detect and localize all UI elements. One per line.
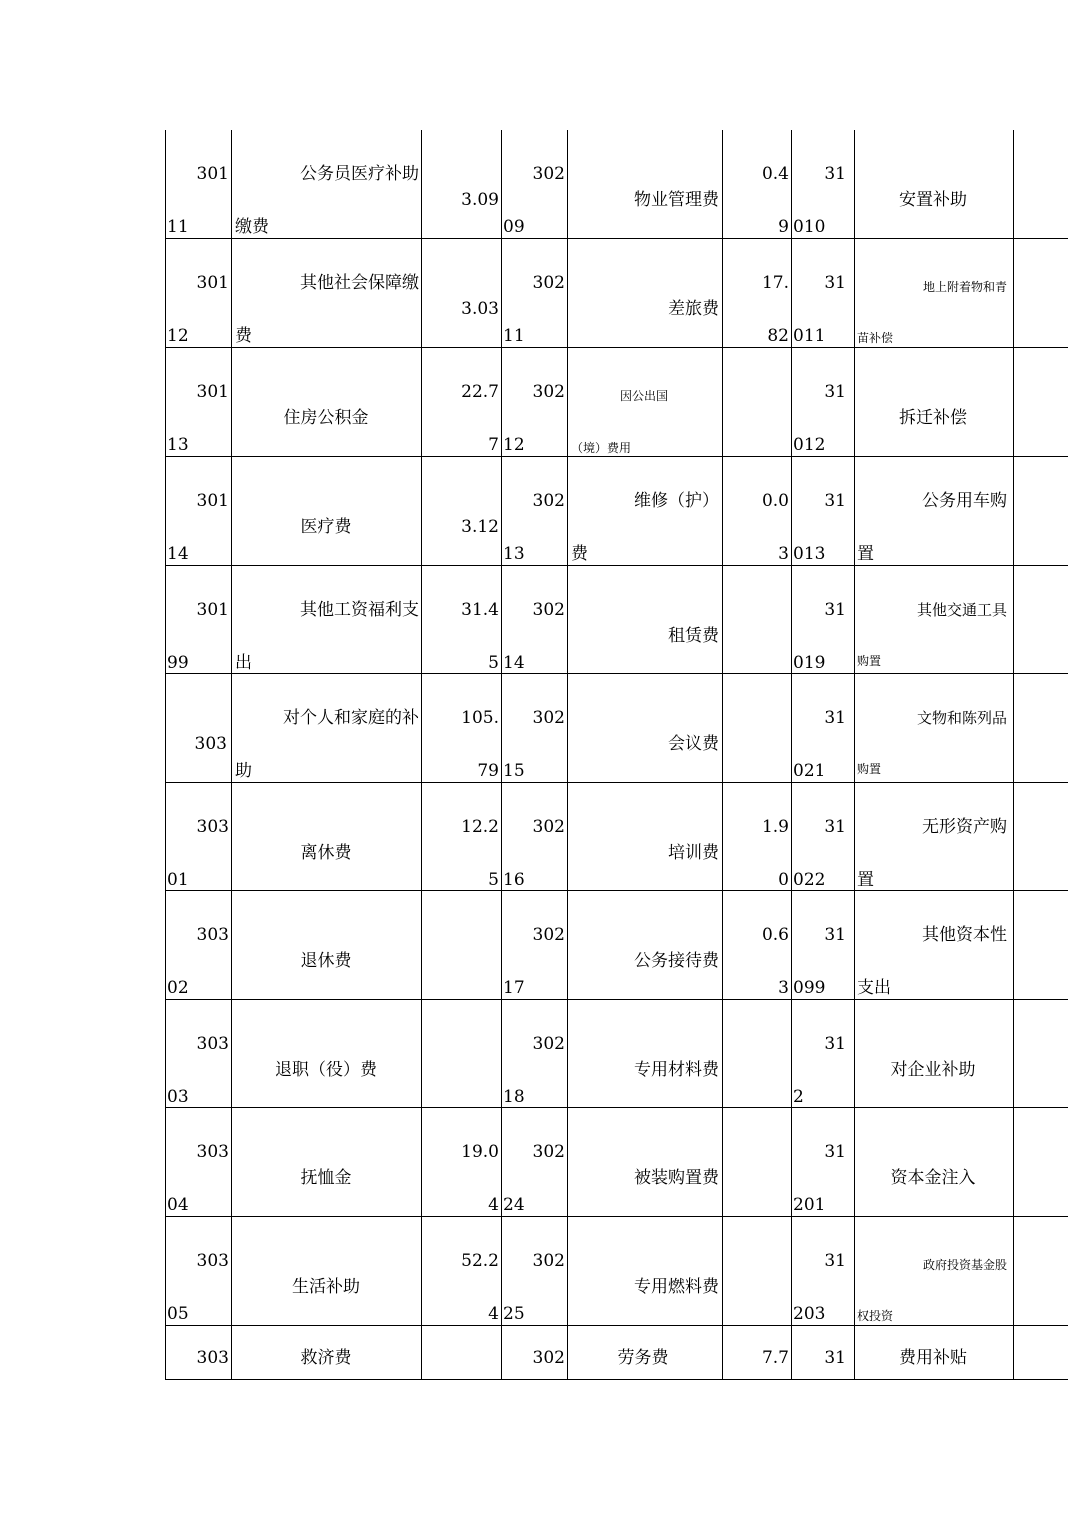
expense-amount: 52.2 <box>461 1251 499 1271</box>
expense-name: 费用补贴 <box>899 1348 967 1368</box>
expense-code: 13 <box>167 435 189 455</box>
expense-name: 置 <box>857 544 874 564</box>
expense-code: 14 <box>503 653 525 673</box>
expense-code: 099 <box>793 978 826 998</box>
expense-name: 被装购置费 <box>634 1168 719 1188</box>
expense-amount: 3 <box>778 978 789 998</box>
table-row-divider <box>165 1379 1068 1380</box>
expense-code: 302 <box>532 382 565 402</box>
table-row <box>165 457 1068 566</box>
expense-name: 其他社会保障缴 <box>300 273 419 293</box>
expense-code: 14 <box>167 544 189 564</box>
expense-amount: 3.09 <box>461 190 499 210</box>
table-row-divider <box>165 238 1068 239</box>
expense-code: 302 <box>532 1034 565 1054</box>
expense-amount: 105. <box>461 708 499 728</box>
table-row-divider <box>165 1107 1068 1108</box>
expense-code: 31 <box>824 164 846 184</box>
expense-name: 权投资 <box>857 1309 894 1323</box>
budget-table <box>165 130 1068 1380</box>
expense-name: 差旅费 <box>668 299 719 319</box>
table-row-divider <box>165 890 1068 891</box>
expense-code: 01 <box>167 870 189 890</box>
expense-code: 303 <box>196 1348 229 1368</box>
expense-code: 013 <box>793 544 826 564</box>
expense-name: 资本金注入 <box>890 1168 976 1188</box>
expense-name: 救济费 <box>300 1348 352 1368</box>
expense-name: 住房公积金 <box>283 408 369 428</box>
expense-amount: 1.9 <box>761 817 789 837</box>
expense-amount: 19.0 <box>461 1142 499 1162</box>
expense-name: 购置 <box>857 762 882 776</box>
expense-name: 无形资产购 <box>922 817 1007 837</box>
expense-name: 缴费 <box>235 217 269 237</box>
expense-code: 31 <box>824 925 846 945</box>
expense-amount: 0.4 <box>761 164 789 184</box>
expense-code: 303 <box>196 1034 229 1054</box>
expense-code: 15 <box>503 761 525 781</box>
expense-code: 303 <box>196 817 229 837</box>
table-row <box>165 891 1068 1000</box>
expense-code: 12 <box>167 326 189 346</box>
expense-code: 12 <box>503 435 525 455</box>
expense-code: 302 <box>532 925 565 945</box>
expense-code: 301 <box>196 273 229 293</box>
expense-amount: 4 <box>488 1304 499 1324</box>
expense-amount: 4 <box>488 1195 499 1215</box>
expense-code: 09 <box>503 217 525 237</box>
expense-amount: 0 <box>778 870 789 890</box>
expense-name: 其他资本性 <box>922 925 1007 945</box>
table-row <box>165 566 1068 674</box>
table-row-divider <box>165 673 1068 674</box>
expense-amount: 3 <box>778 544 789 564</box>
expense-amount: 17. <box>761 273 789 293</box>
expense-code: 2 <box>793 1087 804 1107</box>
expense-code: 31 <box>824 1348 846 1368</box>
table-column-divider <box>231 130 232 1380</box>
expense-name: 费 <box>235 326 252 346</box>
expense-code: 302 <box>532 708 565 728</box>
expense-name: 其他工资福利支 <box>300 600 419 620</box>
expense-code: 301 <box>196 491 229 511</box>
expense-name: 退休费 <box>300 951 352 971</box>
table-row-divider <box>165 1325 1068 1326</box>
expense-name: 会议费 <box>668 734 719 754</box>
expense-name: 维修（护） <box>634 491 719 511</box>
expense-code: 302 <box>532 817 565 837</box>
expense-code: 303 <box>196 1251 229 1271</box>
expense-code: 022 <box>793 870 826 890</box>
expense-amount: 5 <box>488 653 499 673</box>
expense-code: 011 <box>793 326 826 346</box>
expense-code: 303 <box>196 1142 229 1162</box>
expense-code: 010 <box>793 217 826 237</box>
expense-name: 支出 <box>857 978 891 998</box>
table-column-divider <box>567 130 568 1380</box>
expense-name: 公务用车购 <box>922 491 1007 511</box>
table-row-divider <box>165 565 1068 566</box>
expense-code: 16 <box>503 870 525 890</box>
table-row <box>165 783 1068 891</box>
expense-name: 公务接待费 <box>634 951 719 971</box>
expense-name: 公务员医疗补助 <box>300 164 419 184</box>
expense-code: 012 <box>793 435 826 455</box>
expense-code: 302 <box>532 273 565 293</box>
expense-code: 302 <box>532 1251 565 1271</box>
expense-code: 11 <box>503 326 525 346</box>
table-row-divider <box>165 1216 1068 1217</box>
expense-code: 25 <box>503 1304 525 1324</box>
expense-name: 苗补偿 <box>857 331 894 345</box>
table-row <box>165 348 1068 457</box>
expense-amount: 3.12 <box>461 517 499 537</box>
expense-name: 专用燃料费 <box>634 1277 719 1297</box>
expense-code: 301 <box>196 600 229 620</box>
expense-code: 03 <box>167 1087 189 1107</box>
expense-code: 302 <box>532 1142 565 1162</box>
expense-code: 99 <box>167 653 189 673</box>
table-column-divider <box>1013 130 1014 1380</box>
expense-code: 31 <box>824 273 846 293</box>
expense-code: 18 <box>503 1087 525 1107</box>
expense-code: 31 <box>824 1142 846 1162</box>
expense-code: 303 <box>194 734 227 754</box>
expense-name: 生活补助 <box>292 1277 360 1297</box>
expense-code: 303 <box>196 925 229 945</box>
expense-code: 31 <box>824 708 846 728</box>
table-row-divider <box>165 999 1068 1000</box>
expense-amount: 0.0 <box>761 491 789 511</box>
expense-code: 24 <box>503 1195 525 1215</box>
expense-code: 203 <box>793 1304 826 1324</box>
table-column-divider <box>854 130 855 1380</box>
expense-name: 离休费 <box>300 843 352 863</box>
table-row <box>165 130 1068 239</box>
table-row <box>165 239 1068 348</box>
table-row <box>165 1326 1068 1380</box>
expense-code: 31 <box>824 1034 846 1054</box>
table-column-divider <box>421 130 422 1380</box>
expense-amount: 22.7 <box>461 382 499 402</box>
expense-amount: 79 <box>477 761 499 781</box>
table-column-divider <box>791 130 792 1380</box>
expense-name: （境）费用 <box>571 441 632 455</box>
expense-name: 劳务费 <box>617 1348 669 1368</box>
expense-name: 医疗费 <box>300 517 352 537</box>
expense-name: 地上附着物和青 <box>922 280 1007 294</box>
expense-name: 文物和陈列品 <box>916 709 1007 727</box>
table-column-divider <box>165 130 166 1380</box>
expense-name: 退职（役）费 <box>275 1060 377 1080</box>
expense-name: 其他交通工具 <box>916 601 1007 619</box>
expense-code: 13 <box>503 544 525 564</box>
expense-name: 抚恤金 <box>300 1168 352 1188</box>
expense-name: 培训费 <box>668 843 719 863</box>
expense-amount: 3.03 <box>461 299 499 319</box>
expense-amount: 5 <box>488 870 499 890</box>
table-column-divider <box>722 130 723 1380</box>
expense-code: 02 <box>167 978 189 998</box>
expense-name: 购置 <box>857 654 882 668</box>
expense-code: 05 <box>167 1304 189 1324</box>
expense-amount: 12.2 <box>461 817 499 837</box>
table-row-divider <box>165 347 1068 348</box>
expense-name: 安置补助 <box>899 190 967 210</box>
expense-amount: 7.7 <box>761 1348 789 1368</box>
expense-name: 对个人和家庭的补 <box>283 708 419 728</box>
table-row <box>165 1217 1068 1326</box>
table-row-divider <box>165 456 1068 457</box>
expense-name: 专用材料费 <box>634 1060 719 1080</box>
expense-name: 出 <box>235 653 252 673</box>
expense-amount: 0.6 <box>761 925 789 945</box>
expense-code: 302 <box>532 600 565 620</box>
expense-code: 31 <box>824 817 846 837</box>
expense-name: 费 <box>571 544 588 564</box>
table-row <box>165 674 1068 783</box>
expense-amount: 9 <box>778 217 789 237</box>
expense-name: 拆迁补偿 <box>899 408 967 428</box>
expense-code: 31 <box>824 1251 846 1271</box>
expense-amount: 7 <box>488 435 499 455</box>
expense-code: 201 <box>793 1195 826 1215</box>
expense-code: 302 <box>532 491 565 511</box>
expense-code: 04 <box>167 1195 189 1215</box>
expense-code: 11 <box>167 217 189 237</box>
expense-name: 对企业补助 <box>890 1060 976 1080</box>
expense-amount: 82 <box>767 326 789 346</box>
expense-name: 因公出国 <box>619 389 668 403</box>
expense-name: 置 <box>857 870 874 890</box>
expense-code: 301 <box>196 382 229 402</box>
expense-amount: 31.4 <box>461 600 499 620</box>
expense-code: 021 <box>793 761 826 781</box>
table-row <box>165 1108 1068 1217</box>
expense-code: 302 <box>532 1348 565 1368</box>
table-row <box>165 1000 1068 1108</box>
expense-code: 302 <box>532 164 565 184</box>
table-row-divider <box>165 782 1068 783</box>
expense-code: 019 <box>793 653 826 673</box>
expense-code: 301 <box>196 164 229 184</box>
expense-name: 物业管理费 <box>634 190 719 210</box>
expense-code: 31 <box>824 491 846 511</box>
expense-code: 17 <box>503 978 525 998</box>
expense-name: 政府投资基金股 <box>922 1258 1007 1272</box>
expense-name: 助 <box>235 761 252 781</box>
expense-code: 31 <box>824 382 846 402</box>
expense-name: 租赁费 <box>668 626 719 646</box>
expense-code: 31 <box>824 600 846 620</box>
table-column-divider <box>501 130 502 1380</box>
